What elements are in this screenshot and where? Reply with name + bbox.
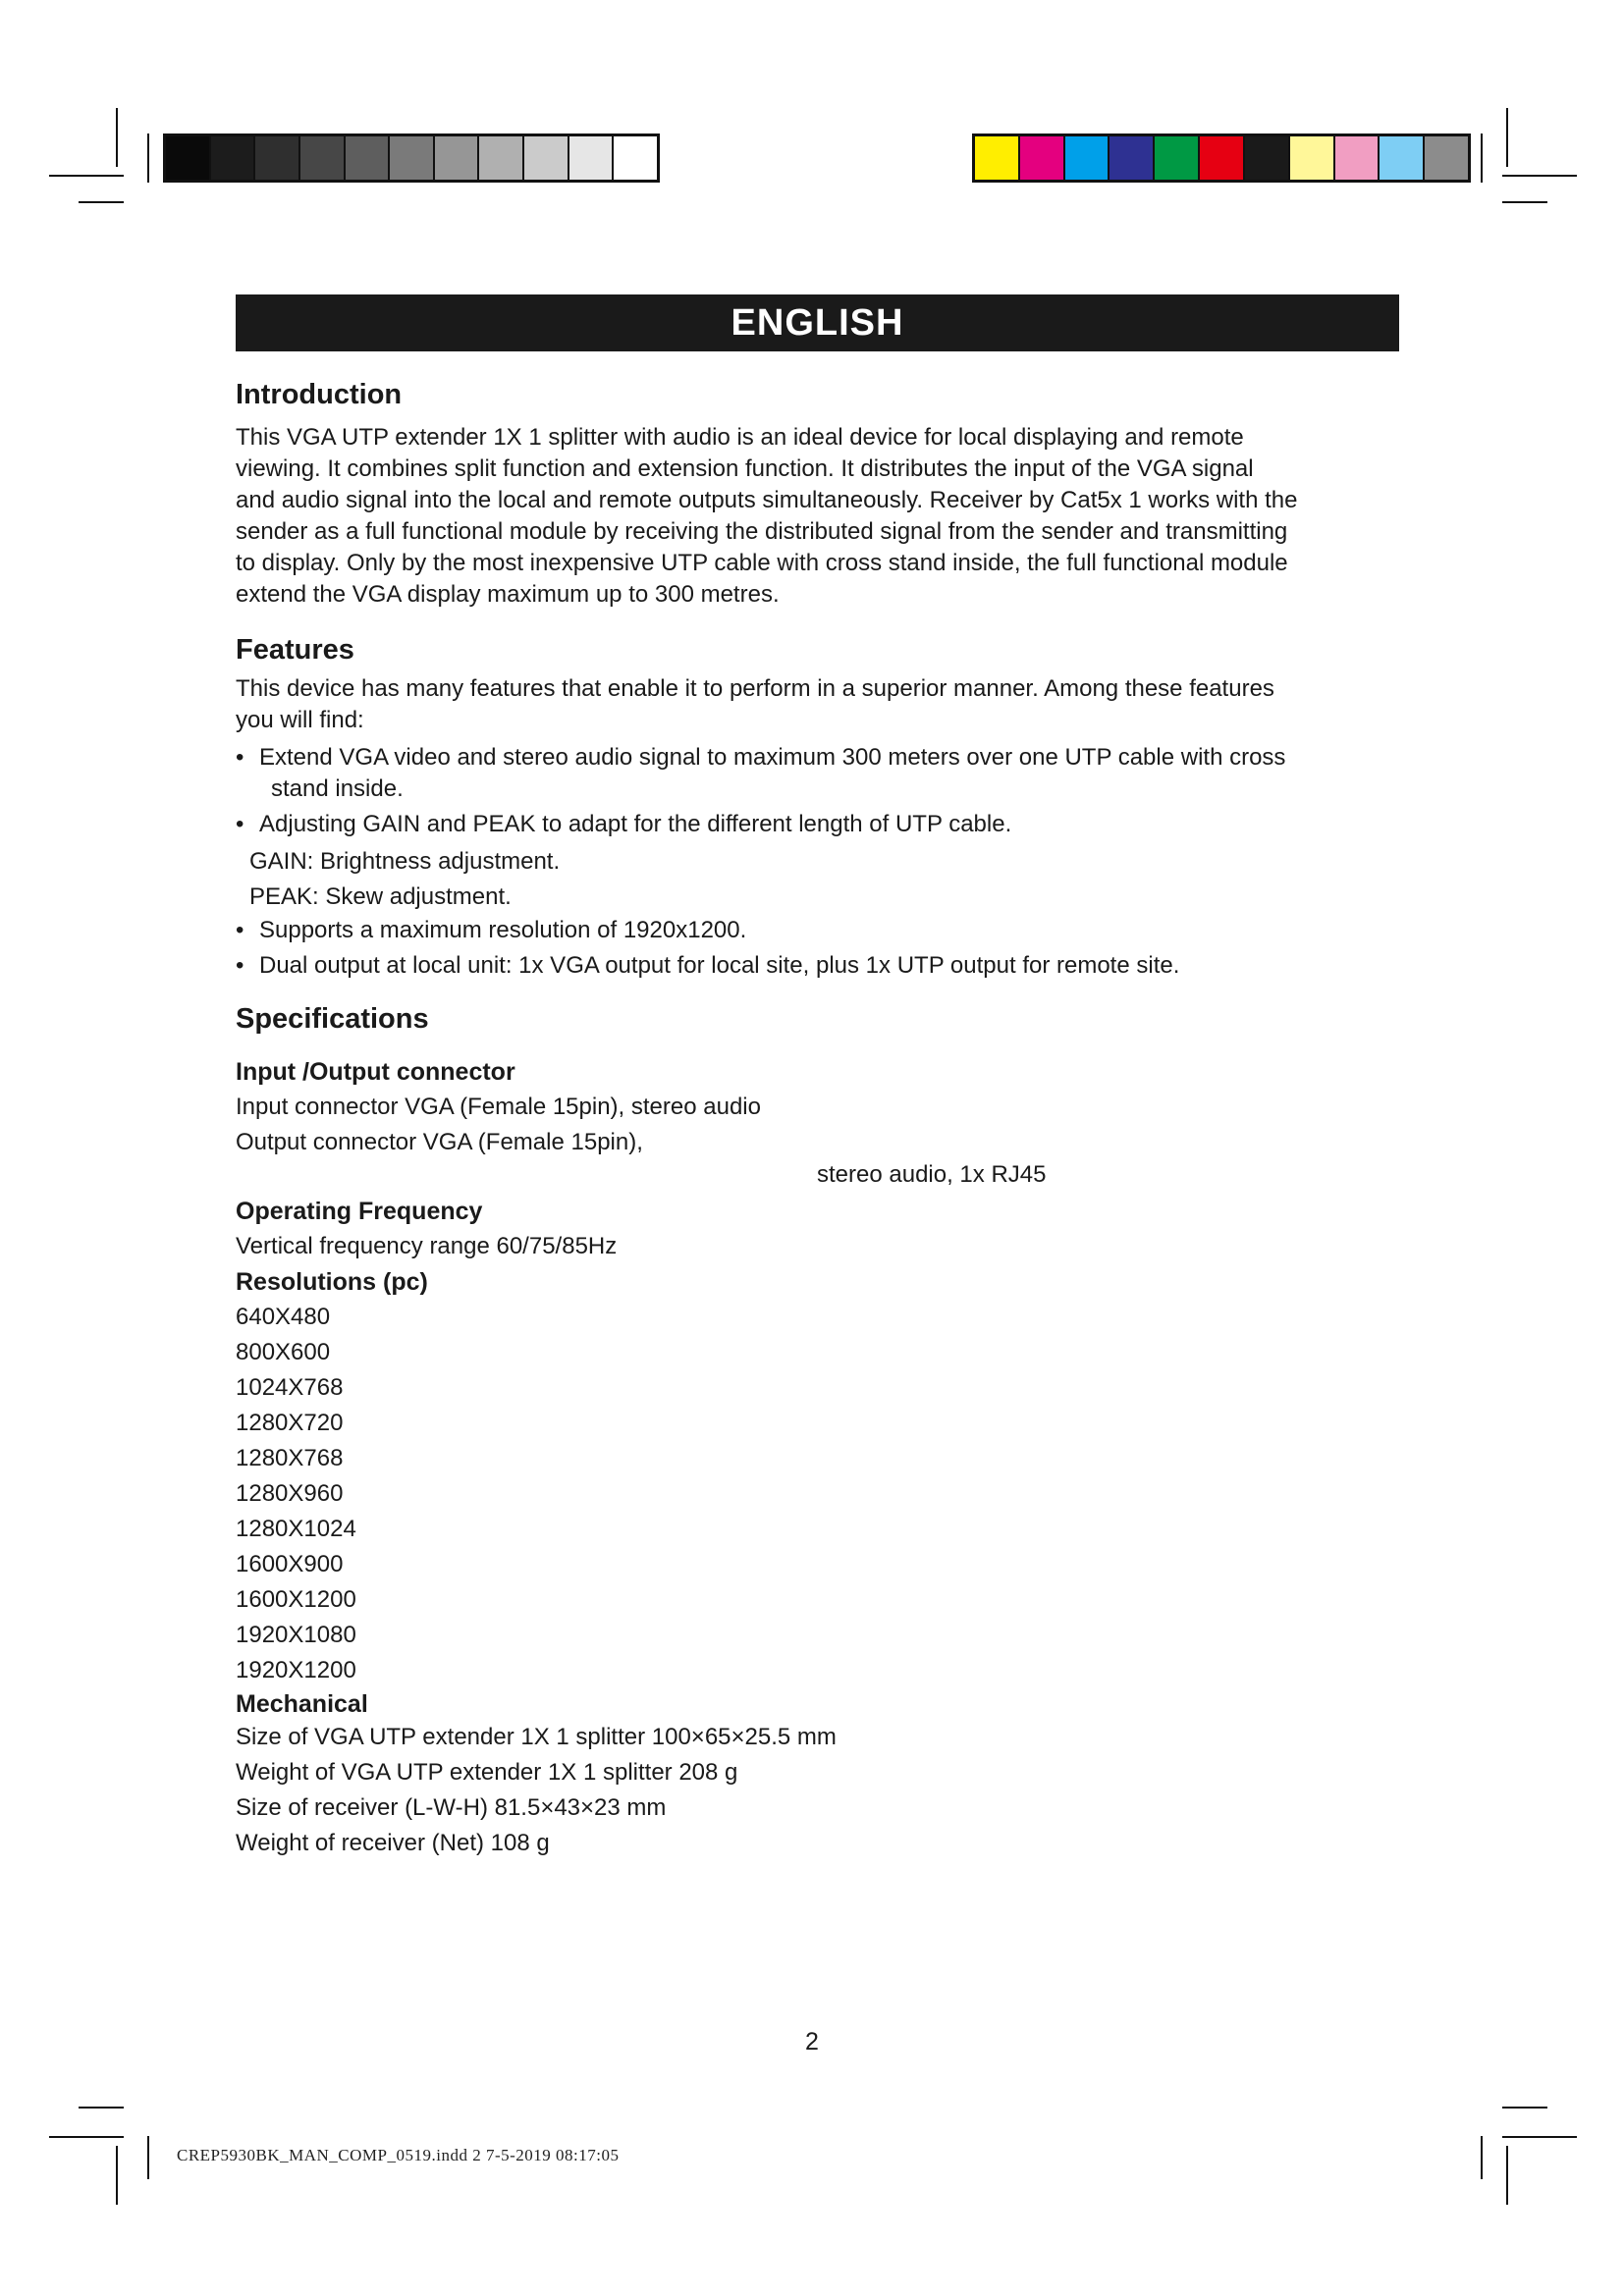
introduction-heading: Introduction (236, 379, 403, 410)
resolutions-heading: Resolutions (pc) (236, 1268, 428, 1296)
gray-swatch (435, 136, 480, 180)
resolution-item: 1280X768 (236, 1445, 344, 1471)
color-swatch (1335, 136, 1380, 180)
feature-item (236, 742, 1404, 805)
feature-item (236, 809, 1404, 840)
color-swatch (1065, 136, 1110, 180)
resolution-item: 1024X768 (236, 1374, 344, 1401)
features-intro-line: This device has many features that enable it to perform in a superior manner. Among these features (236, 675, 1274, 702)
color-swatch (1380, 136, 1425, 180)
color-swatch (1155, 136, 1200, 180)
feature-text: Extend VGA video and stereo audio signal to maximum 300 meters over one UTP cable with cross (259, 744, 1286, 771)
introduction-line: extend the VGA display maximum up to 300 metres. (236, 581, 780, 608)
language-title: ENGLISH (731, 302, 904, 344)
introduction-line: sender as a full functional module by receiving the distributed signal from the sender and transmitting (236, 518, 1288, 545)
feature-text: Supports a maximum resolution of 1920x1200. (259, 917, 747, 943)
gray-swatch (524, 136, 569, 180)
frequency-line: Vertical frequency range 60/75/85Hz (236, 1233, 618, 1259)
color-swatch (1245, 136, 1290, 180)
io-connector-heading: Input /Output connector (236, 1058, 515, 1086)
bullet-icon: • (236, 952, 244, 979)
bullet-icon: • (236, 811, 244, 837)
frequency-heading: Operating Frequency (236, 1198, 483, 1225)
resolution-item: 800X600 (236, 1339, 331, 1365)
feature-text: Dual output at local unit: 1x VGA output for local site, plus 1x UTP output for remote site. (259, 952, 1180, 979)
features-intro-line: you will find: (236, 707, 364, 733)
resolution-item: 1600X1200 (236, 1586, 356, 1613)
resolution-item: 1920X1200 (236, 1657, 356, 1683)
color-swatch (1290, 136, 1335, 180)
resolution-item: 1280X960 (236, 1480, 344, 1507)
gray-swatch (300, 136, 346, 180)
resolution-item: 1600X900 (236, 1551, 344, 1577)
gray-swatch (390, 136, 435, 180)
specifications-section (236, 997, 1404, 1861)
input-connector-line: Input connector VGA (Female 15pin), stereo audio (236, 1094, 761, 1120)
color-swatch (1200, 136, 1245, 180)
features-list (236, 742, 1404, 840)
features-section (236, 628, 1404, 982)
color-calibration-bar (972, 133, 1471, 183)
mechanical-line: Weight of receiver (Net) 108 g (236, 1830, 550, 1856)
bullet-icon: • (236, 917, 244, 943)
mechanical-line: Size of VGA UTP extender 1X 1 splitter 100×65×25.5 mm (236, 1724, 837, 1750)
output-connector-continued: stereo audio, 1x RJ45 (817, 1161, 1047, 1188)
introduction-line: This VGA UTP extender 1X 1 splitter with audio is an ideal device for local displaying and remote (236, 424, 1244, 451)
grayscale-calibration-bar (163, 133, 660, 183)
resolution-item: 1280X720 (236, 1410, 344, 1436)
mechanical-line: Size of receiver (L-W-H) 81.5×43×23 mm (236, 1794, 667, 1821)
bullet-icon: • (236, 744, 244, 771)
introduction-line: to display. Only by the most inexpensive UTP cable with cross stand inside, the full functional module (236, 550, 1288, 576)
feature-text: Adjusting GAIN and PEAK to adapt for the different length of UTP cable. (259, 811, 1012, 837)
gray-swatch (255, 136, 300, 180)
resolution-item: 1920X1080 (236, 1622, 356, 1648)
introduction-line: viewing. It combines split function and extension function. It distributes the input of the VGA signal (236, 455, 1254, 482)
gain-note: GAIN: Brightness adjustment. (249, 848, 561, 875)
feature-text-continued: stand inside. (271, 775, 404, 802)
gray-swatch (479, 136, 524, 180)
introduction-text (236, 422, 1404, 611)
color-swatch (1020, 136, 1065, 180)
resolutions-list (236, 1300, 1404, 1688)
language-header (236, 294, 1399, 351)
mechanical-line: Weight of VGA UTP extender 1X 1 splitter 208 g (236, 1759, 738, 1786)
introduction-section (236, 373, 1404, 611)
gray-swatch (569, 136, 615, 180)
color-swatch (975, 136, 1020, 180)
page-number: 2 (805, 2028, 819, 2056)
mechanical-heading: Mechanical (236, 1690, 368, 1718)
feature-item (236, 950, 1404, 982)
features-intro (236, 673, 1404, 736)
color-swatch (1425, 136, 1468, 180)
print-file-info: CREP5930BK_MAN_COMP_0519.indd 2 7-5-2019 08:17:05 (177, 2146, 620, 2164)
gray-swatch (211, 136, 256, 180)
color-swatch (1110, 136, 1155, 180)
gray-swatch (346, 136, 391, 180)
resolution-item: 640X480 (236, 1304, 331, 1330)
output-connector-line: Output connector VGA (Female 15pin), (236, 1129, 643, 1155)
gray-swatch (614, 136, 657, 180)
gray-swatch (166, 136, 211, 180)
features-heading: Features (236, 634, 354, 666)
peak-note: PEAK: Skew adjustment. (249, 883, 512, 910)
features-list-continued (236, 915, 1404, 982)
introduction-line: and audio signal into the local and remote outputs simultaneously. Receiver by Cat5x 1 works with the (236, 487, 1298, 513)
specifications-heading: Specifications (236, 1003, 429, 1035)
page-content (236, 373, 1404, 1861)
resolution-item: 1280X1024 (236, 1516, 356, 1542)
feature-item (236, 915, 1404, 946)
